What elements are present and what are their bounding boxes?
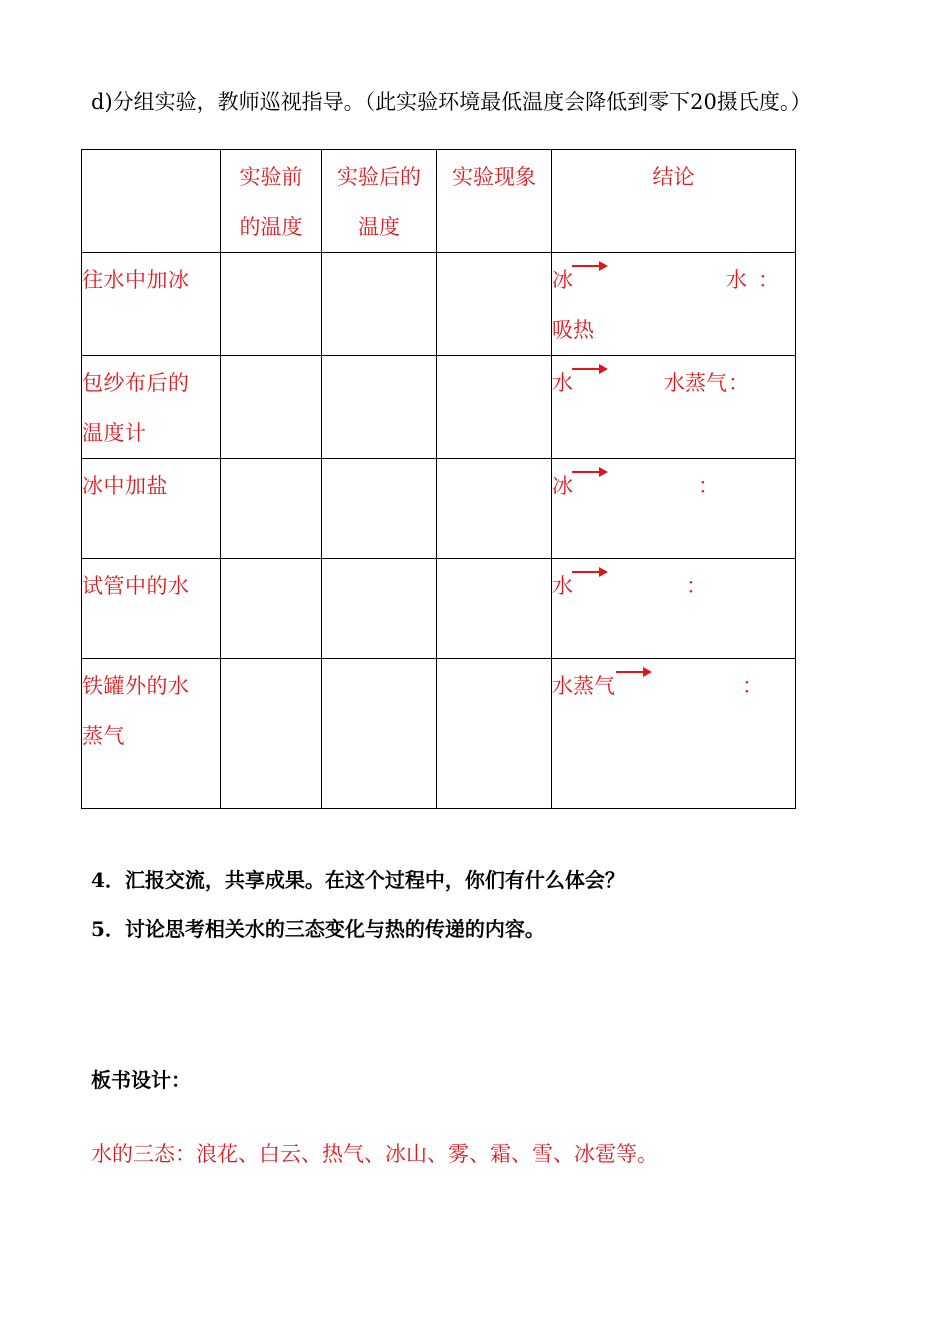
conclusion-colon: ： [728,371,749,395]
phenomenon-cell [437,559,552,659]
table-row [82,659,796,809]
row-label: 试管中的水 [82,559,221,659]
header-after-temp-line1: 实验后的 [337,165,421,189]
header-before-temp [221,150,322,253]
arrow-icon [572,571,606,573]
step-5-text: 5．讨论思考相关水的三态变化与热的传递的内容。 [91,917,545,941]
table-row [82,559,796,659]
step-4-text: 4．汇报交流，共享成果。在这个过程中，你们有什么体会？ [91,868,625,892]
before-temp-cell [221,356,322,459]
after-temp-cell [322,253,437,356]
before-temp-cell [221,559,322,659]
after-temp-cell [322,356,437,459]
conclusion-cell [552,559,796,659]
row-label-line1: 铁罐外的水 [82,674,190,698]
phenomenon-cell [437,253,552,356]
table-row [82,459,796,559]
row-label: 冰中加盐 [82,459,221,559]
arrow-icon [616,671,650,673]
board-design-content: 水的三态：浪花、白云、热气、冰山、雾、霜、雪、冰雹等。 [91,1142,658,1166]
conclusion-to: 水 [726,268,747,292]
conclusion-colon: ： [686,574,707,598]
row-label-line2: 蒸气 [82,724,125,748]
conclusion-from: 水蒸气 [552,674,615,698]
conclusion-from: 冰 [552,474,573,498]
conclusion-colon: ： [742,674,763,698]
arrow-icon [572,265,606,267]
table-header-row [82,150,796,253]
phenomenon-cell [437,459,552,559]
conclusion-cell [552,659,796,809]
intro-paragraph: d)分组实验，教师巡视指导。（此实验环境最低温度会降低到零下20摄氏度。） [91,90,812,114]
row-label [82,356,221,459]
header-before-temp-line1: 实验前 [239,165,303,189]
experiment-table [81,149,796,809]
conclusion-from: 水 [552,371,573,395]
table-row [82,253,796,356]
row-label-line2: 温度计 [82,421,147,445]
header-empty-cell [82,150,221,253]
conclusion-cell [552,356,796,459]
arrow-icon [572,471,606,473]
header-conclusion: 结论 [552,150,796,253]
row-label: 往水中加冰 [82,253,221,356]
conclusion-cell [552,459,796,559]
header-after-temp [322,150,437,253]
after-temp-cell [322,559,437,659]
board-design-title: 板书设计： [91,1068,191,1092]
row-label [82,659,221,809]
before-temp-cell [221,253,322,356]
conclusion-extra: 吸热 [552,318,594,342]
conclusion-colon: ： [698,474,719,498]
arrow-icon [572,368,606,370]
header-phenomenon: 实验现象 [437,150,552,253]
conclusion-from: 水 [552,574,573,598]
conclusion-from: 冰 [552,268,573,292]
header-before-temp-line2: 的温度 [239,215,303,239]
conclusion-colon: ： [758,268,779,292]
row-label-line1: 包纱布后的 [82,371,190,395]
phenomenon-cell [437,356,552,459]
before-temp-cell [221,659,322,809]
header-after-temp-line2: 温度 [358,215,400,239]
phenomenon-cell [437,659,552,809]
conclusion-cell [552,253,796,356]
conclusion-to: 水蒸气 [664,371,727,395]
after-temp-cell [322,659,437,809]
after-temp-cell [322,459,437,559]
table-row [82,356,796,459]
before-temp-cell [221,459,322,559]
